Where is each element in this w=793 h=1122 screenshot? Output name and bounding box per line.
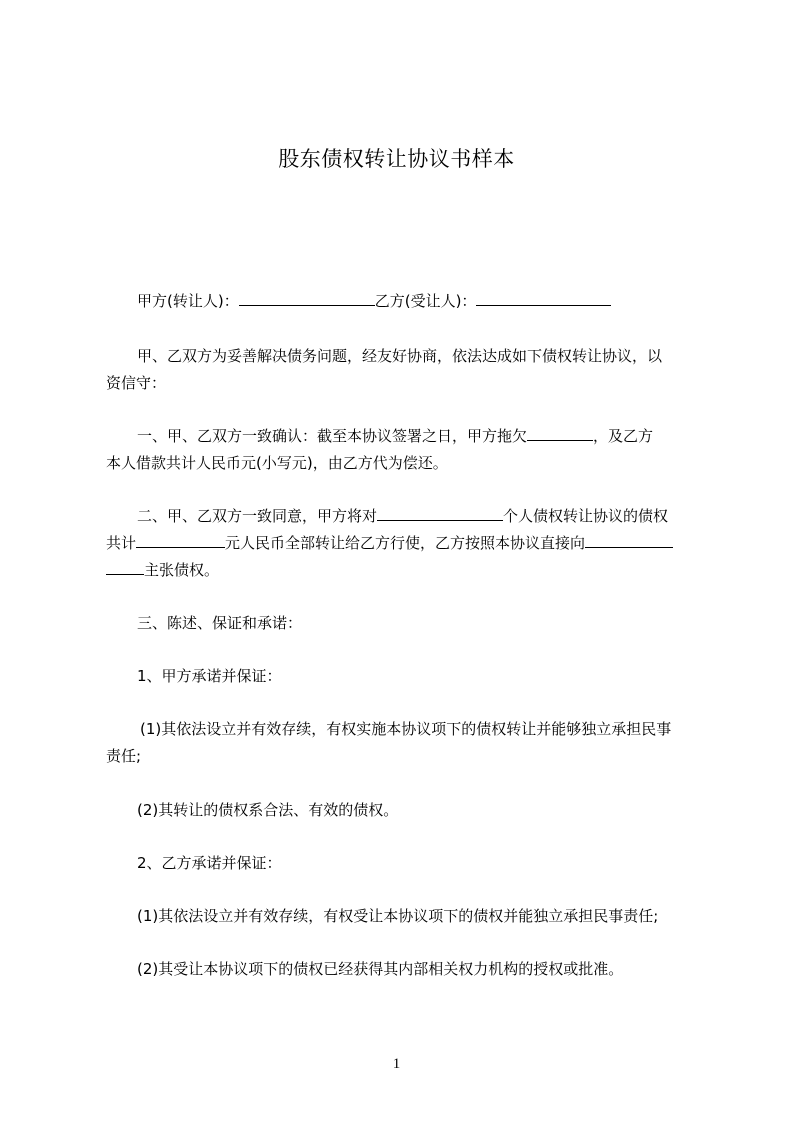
clause2-text-c: 共计 bbox=[106, 534, 137, 552]
parties-line bbox=[137, 291, 611, 311]
clause3-sub1-heading: 1、甲方承诺并保证： bbox=[137, 667, 282, 685]
clause2-text-e: 主张债权。 bbox=[144, 561, 220, 579]
party-b-label: 乙方(受让人)： bbox=[374, 292, 477, 310]
clause1-blank bbox=[527, 426, 593, 441]
clause1-text-b: ，及乙方 bbox=[593, 427, 654, 445]
clause1-text-a: 一、甲、乙双方一致确认：截至本协议签署之日，甲方拖欠 bbox=[137, 427, 528, 445]
clause3-sub1-item1-line1: (1)其依法设立并有效存续，有权实施本协议项下的债权转让并能够独立承担民事 bbox=[140, 720, 672, 738]
document-title: 股东债权转让协议书样本 bbox=[278, 147, 515, 171]
clause3-sub1-item1-line2: 责任; bbox=[106, 747, 142, 765]
clause2-blank-1 bbox=[377, 506, 503, 521]
clause2-text-d: 元人民币全部转让给乙方行使，乙方按照本协议直接向 bbox=[225, 534, 586, 552]
clause2-line-1 bbox=[137, 506, 668, 526]
clause2-text-b: 个人债权转让协议的债权 bbox=[503, 507, 669, 525]
clause2-text-a: 二、甲、乙双方一致同意，甲方将对 bbox=[137, 507, 378, 525]
clause2-blank-3 bbox=[585, 533, 673, 548]
clause2-line-3 bbox=[106, 560, 219, 580]
clause2-line-2 bbox=[106, 533, 673, 553]
party-a-blank bbox=[239, 291, 375, 306]
clause2-blank-4 bbox=[106, 560, 144, 575]
clause2-blank-2 bbox=[136, 533, 225, 548]
page-number: 1 bbox=[392, 1056, 401, 1072]
clause3-heading: 三、陈述、保证和承诺： bbox=[137, 614, 303, 632]
clause3-sub1-item2: (2)其转让的债权系合法、有效的债权。 bbox=[137, 801, 399, 819]
party-b-blank bbox=[476, 291, 611, 306]
party-a-label: 甲方(转让人)： bbox=[137, 292, 239, 310]
preamble-line-1: 甲、乙双方为妥善解决债务问题，经友好协商，依法达成如下债权转让协议，以 bbox=[137, 347, 663, 365]
clause1-line-1 bbox=[137, 426, 653, 446]
clause3-sub2-heading: 2、乙方承诺并保证： bbox=[137, 854, 282, 872]
clause3-sub2-item1: (1)其依法设立并有效存续，有权受让本协议项下的债权并能独立承担民事责任; bbox=[137, 907, 659, 925]
clause1-line-2: 本人借款共计人民币元(小写元)，由乙方代为偿还。 bbox=[106, 454, 448, 472]
preamble-line-2: 资信守： bbox=[106, 374, 167, 392]
clause3-sub2-item2: (2)其受让本协议项下的债权已经获得其内部相关权力机构的授权或批准。 bbox=[137, 960, 624, 978]
